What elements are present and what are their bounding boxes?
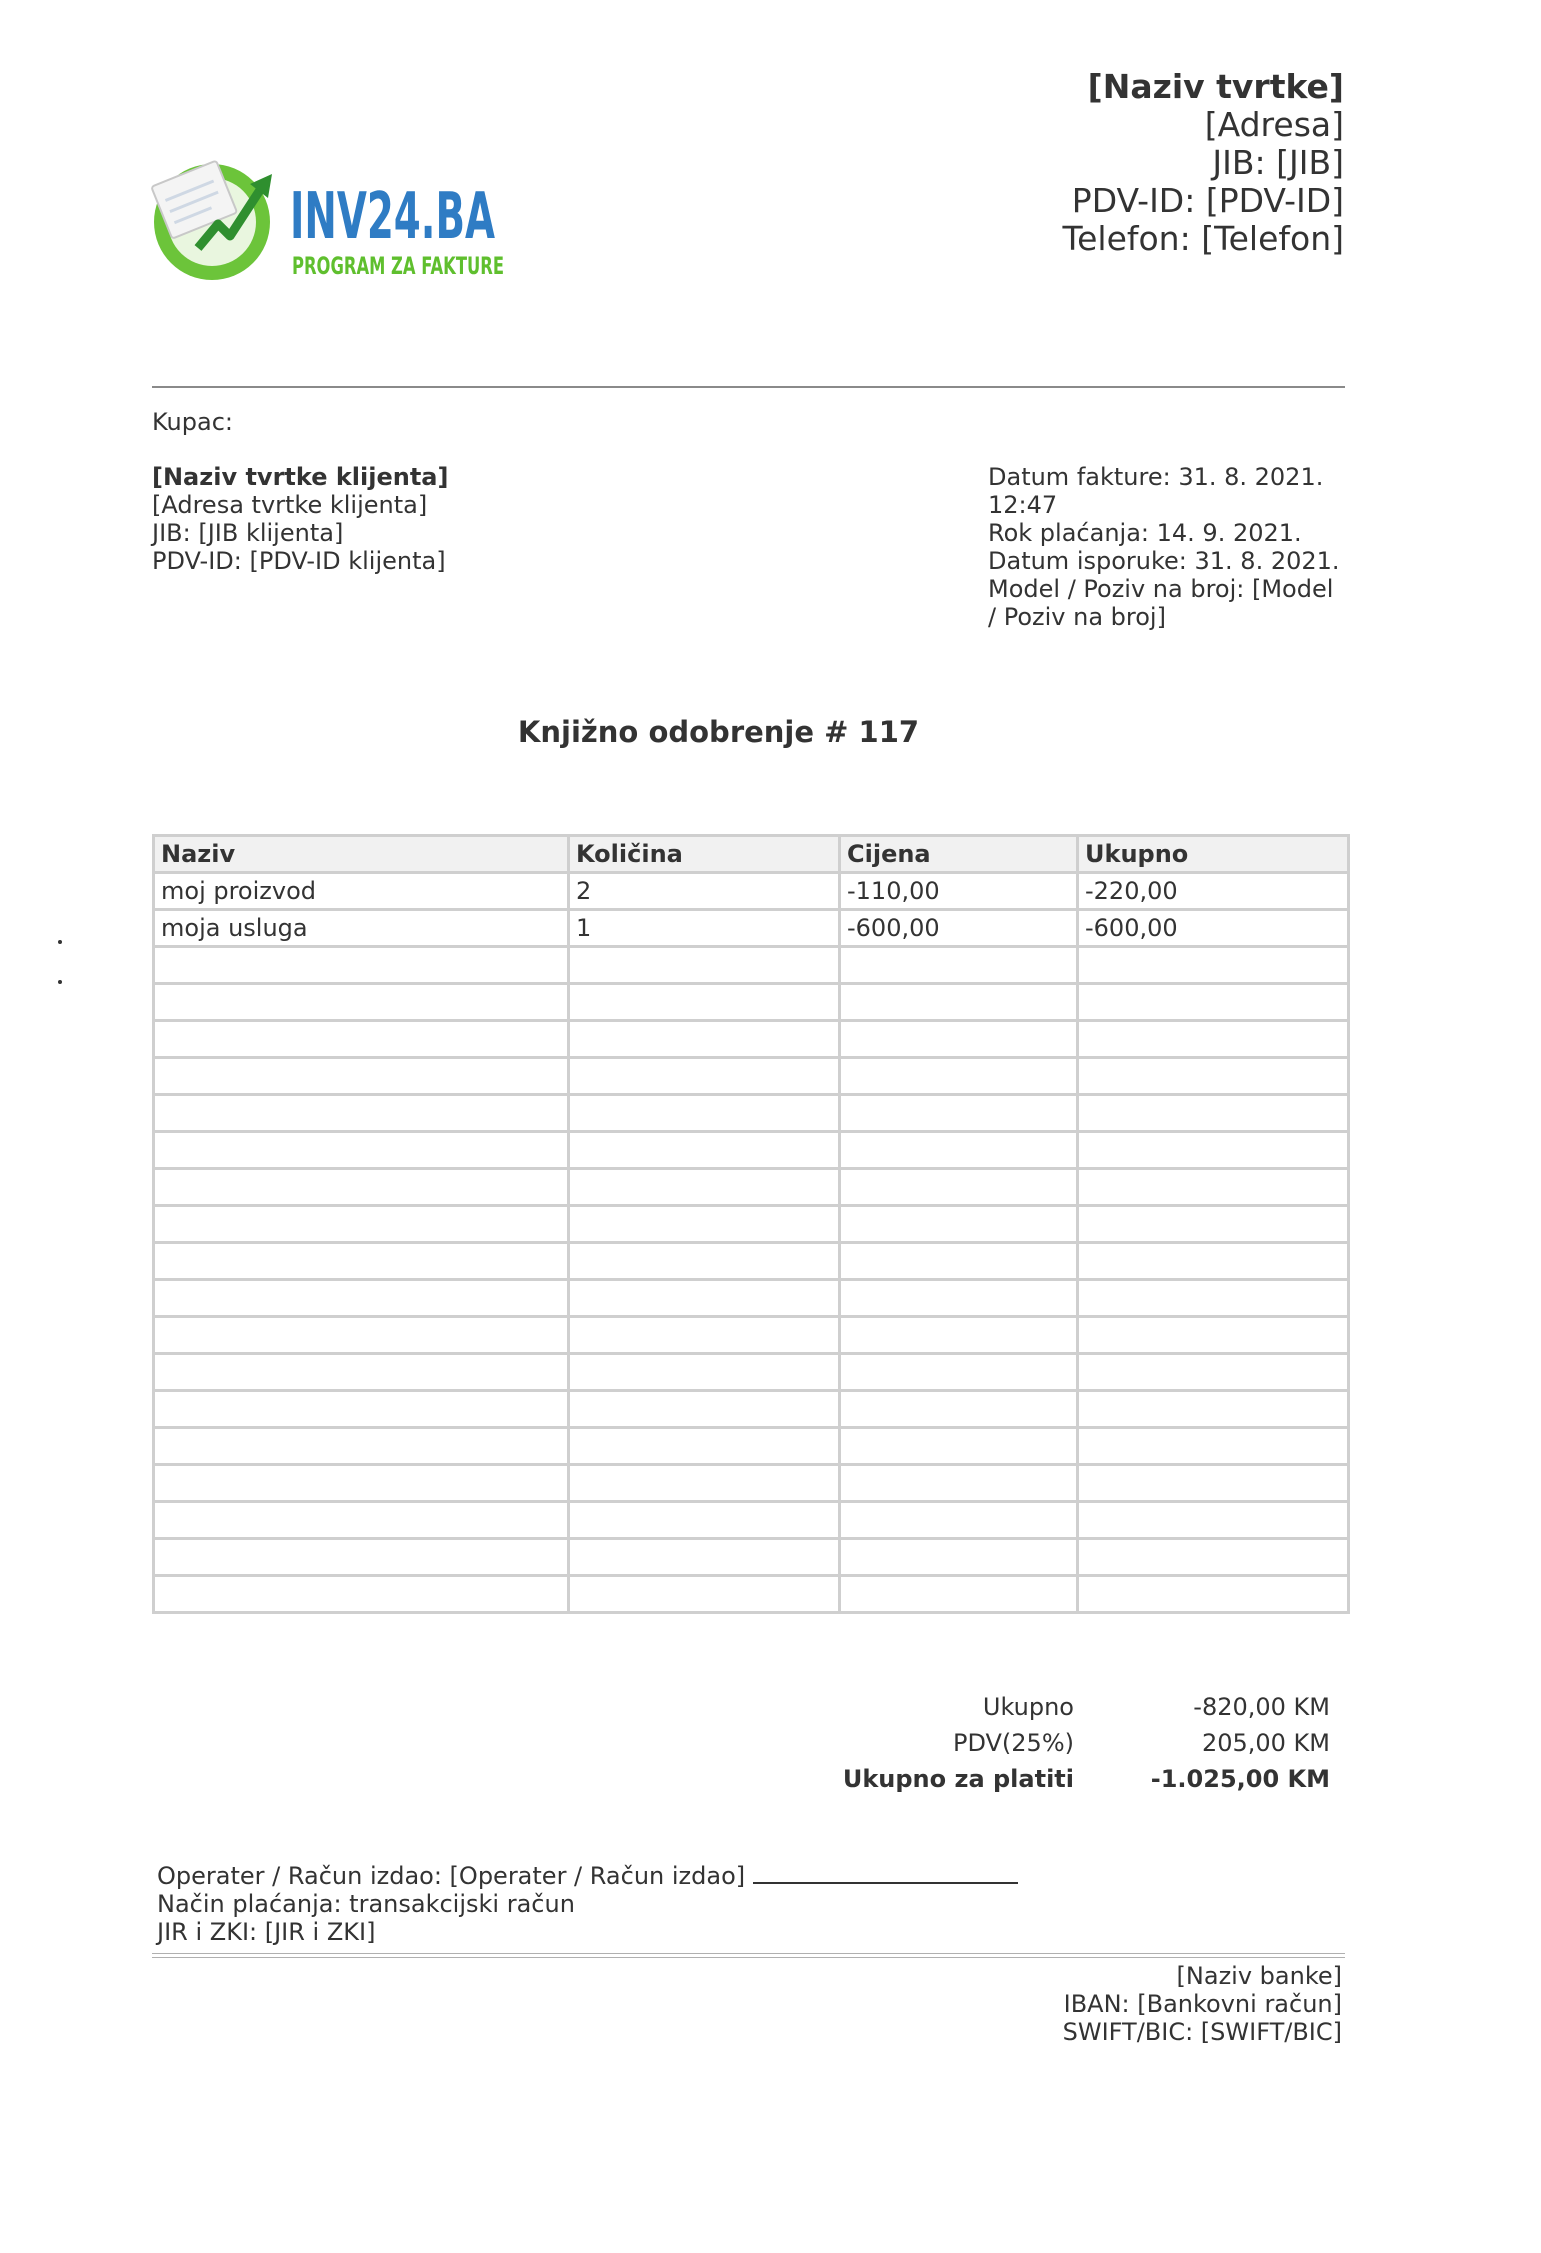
item-price <box>840 1058 1078 1095</box>
invoice-time: 12:47 <box>988 491 1058 519</box>
item-total <box>1078 984 1349 1021</box>
item-total <box>1078 1169 1349 1206</box>
table-row-empty <box>154 984 1349 1021</box>
table-row-empty <box>154 1428 1349 1465</box>
company-info <box>744 68 1344 258</box>
item-quantity <box>569 1132 840 1169</box>
table-row-empty <box>154 1021 1349 1058</box>
item-name <box>154 1058 569 1095</box>
table-row-empty <box>154 1317 1349 1354</box>
item-price <box>840 1354 1078 1391</box>
operator-line <box>157 1862 1057 1890</box>
item-price <box>840 1243 1078 1280</box>
subtotal-label: Ukupno <box>982 1693 1074 1721</box>
item-price <box>840 1132 1078 1169</box>
table-row-empty <box>154 1391 1349 1428</box>
item-total <box>1078 1280 1349 1317</box>
model-reference-cont: / Poziv na broj] <box>988 603 1166 631</box>
item-price <box>840 984 1078 1021</box>
bank-info <box>742 1962 1342 2046</box>
item-name <box>154 1428 569 1465</box>
item-quantity <box>569 1465 840 1502</box>
item-quantity <box>569 1058 840 1095</box>
bank-name: [Naziv banke] <box>1176 1962 1342 1990</box>
column-header-quantity: Količina <box>569 836 840 873</box>
item-total <box>1078 1058 1349 1095</box>
subtotal-value: -820,00 KM <box>1193 1693 1330 1721</box>
jir-zki: JIR i ZKI: [JIR i ZKI] <box>157 1918 376 1946</box>
table-row-empty <box>154 1465 1349 1502</box>
buyer-label: Kupac: <box>152 408 233 436</box>
model-reference: Model / Poziv na broj: [Model <box>988 575 1334 603</box>
table-row-empty <box>154 1243 1349 1280</box>
item-quantity <box>569 984 840 1021</box>
company-name: [Naziv tvrtke] <box>1087 67 1344 106</box>
table-row <box>154 873 1349 910</box>
item-name <box>154 947 569 984</box>
item-total <box>1078 1206 1349 1243</box>
item-total <box>1078 1502 1349 1539</box>
table-row-empty <box>154 1132 1349 1169</box>
item-quantity <box>569 1095 840 1132</box>
table-row-empty <box>154 1058 1349 1095</box>
item-price <box>840 1502 1078 1539</box>
item-total <box>1078 1095 1349 1132</box>
item-quantity <box>569 1354 840 1391</box>
item-name <box>154 1576 569 1613</box>
item-price <box>840 1095 1078 1132</box>
due-date: Rok plaćanja: 14. 9. 2021. <box>988 519 1302 547</box>
table-row-empty <box>154 1169 1349 1206</box>
vat-label: PDV(25%) <box>952 1729 1074 1757</box>
company-logo <box>150 150 530 290</box>
logo-graphic <box>150 150 530 290</box>
item-price <box>840 1391 1078 1428</box>
item-total <box>1078 1465 1349 1502</box>
table-header-row <box>154 836 1349 873</box>
item-total <box>1078 1539 1349 1576</box>
item-quantity <box>569 1169 840 1206</box>
vat-row <box>700 1725 1330 1761</box>
signature-line <box>753 1862 1018 1884</box>
totals-block <box>700 1689 1330 1797</box>
item-total <box>1078 1317 1349 1354</box>
item-quantity: 2 <box>569 873 840 910</box>
table-row-empty <box>154 947 1349 984</box>
column-header-name: Naziv <box>154 836 569 873</box>
buyer-address: [Adresa tvrtke klijenta] <box>152 491 428 519</box>
item-price <box>840 947 1078 984</box>
item-price <box>840 1428 1078 1465</box>
item-total <box>1078 1243 1349 1280</box>
item-price <box>840 1021 1078 1058</box>
item-total <box>1078 1576 1349 1613</box>
table-row-empty <box>154 1280 1349 1317</box>
item-quantity <box>569 1206 840 1243</box>
vat-value: 205,00 KM <box>1201 1729 1330 1757</box>
item-name: moja usluga <box>154 910 569 947</box>
item-quantity <box>569 1502 840 1539</box>
table-row-empty <box>154 1206 1349 1243</box>
item-price <box>840 1465 1078 1502</box>
bank-iban: IBAN: [Bankovni račun] <box>1063 1990 1342 2018</box>
item-name <box>154 1132 569 1169</box>
item-quantity <box>569 1021 840 1058</box>
item-total <box>1078 1021 1349 1058</box>
table-row-empty <box>154 1576 1349 1613</box>
item-price: -110,00 <box>840 873 1078 910</box>
company-jib: JIB: [JIB] <box>1212 143 1344 182</box>
item-name <box>154 1539 569 1576</box>
item-quantity <box>569 1428 840 1465</box>
item-name <box>154 984 569 1021</box>
buyer-name: [Naziv tvrtke klijenta] <box>152 463 449 491</box>
item-price: -600,00 <box>840 910 1078 947</box>
item-quantity <box>569 1243 840 1280</box>
logo-subtitle: PROGRAM ZA FAKTURE <box>292 252 504 280</box>
column-header-total: Ukupno <box>1078 836 1349 873</box>
item-total <box>1078 1428 1349 1465</box>
grand-total-value: -1.025,00 KM <box>1150 1765 1330 1793</box>
buyer-jib: JIB: [JIB klijenta] <box>152 519 344 547</box>
document-title-text: Knjižno odobrenje # 117 <box>517 715 920 749</box>
document-title <box>152 715 1345 749</box>
item-name <box>154 1243 569 1280</box>
item-total <box>1078 1391 1349 1428</box>
footer-divider <box>152 1953 1345 1958</box>
item-name <box>154 1206 569 1243</box>
table-row <box>154 910 1349 947</box>
item-quantity <box>569 1539 840 1576</box>
item-name <box>154 1502 569 1539</box>
company-address: [Adresa] <box>1204 105 1344 144</box>
grand-total-row <box>700 1761 1330 1797</box>
buyer-info <box>152 463 852 575</box>
item-total <box>1078 1354 1349 1391</box>
logo-title: INV24.BA <box>290 180 496 254</box>
column-header-price: Cijena <box>840 836 1078 873</box>
grand-total-label: Ukupno za platiti <box>842 1765 1074 1793</box>
item-name <box>154 1317 569 1354</box>
footer-info <box>157 1862 1057 1946</box>
table-row-empty <box>154 1354 1349 1391</box>
item-name <box>154 1465 569 1502</box>
item-name <box>154 1391 569 1428</box>
item-price <box>840 1206 1078 1243</box>
header-divider <box>152 386 1345 388</box>
item-name <box>154 1169 569 1206</box>
item-total: -220,00 <box>1078 873 1349 910</box>
item-quantity: 1 <box>569 910 840 947</box>
item-name: moj proizvod <box>154 873 569 910</box>
item-quantity <box>569 1317 840 1354</box>
buyer-pdv: PDV-ID: [PDV-ID klijenta] <box>152 547 446 575</box>
payment-method: Način plaćanja: transakcijski račun <box>157 1890 575 1918</box>
subtotal-row <box>700 1689 1330 1725</box>
item-total <box>1078 1132 1349 1169</box>
invoice-dates <box>988 463 1350 631</box>
item-price <box>840 1317 1078 1354</box>
bank-swift: SWIFT/BIC: [SWIFT/BIC] <box>1062 2018 1342 2046</box>
item-price <box>840 1169 1078 1206</box>
items-table <box>152 834 1350 1614</box>
table-row-empty <box>154 1539 1349 1576</box>
delivery-date: Datum isporuke: 31. 8. 2021. <box>988 547 1340 575</box>
item-quantity <box>569 947 840 984</box>
item-quantity <box>569 1280 840 1317</box>
item-total: -600,00 <box>1078 910 1349 947</box>
company-pdv: PDV-ID: [PDV-ID] <box>1071 181 1344 220</box>
item-price <box>840 1280 1078 1317</box>
item-quantity <box>569 1391 840 1428</box>
margin-dot <box>58 940 62 944</box>
item-price <box>840 1576 1078 1613</box>
item-price <box>840 1539 1078 1576</box>
margin-dot <box>58 980 62 984</box>
item-name <box>154 1095 569 1132</box>
item-name <box>154 1354 569 1391</box>
company-phone: Telefon: [Telefon] <box>1062 219 1344 258</box>
item-name <box>154 1021 569 1058</box>
operator-text: Operater / Račun izdao: [Operater / Račun izdao] <box>157 1862 746 1890</box>
table-row-empty <box>154 1502 1349 1539</box>
item-quantity <box>569 1576 840 1613</box>
table-row-empty <box>154 1095 1349 1132</box>
item-total <box>1078 947 1349 984</box>
invoice-date: Datum fakture: 31. 8. 2021. <box>988 463 1324 491</box>
item-name <box>154 1280 569 1317</box>
